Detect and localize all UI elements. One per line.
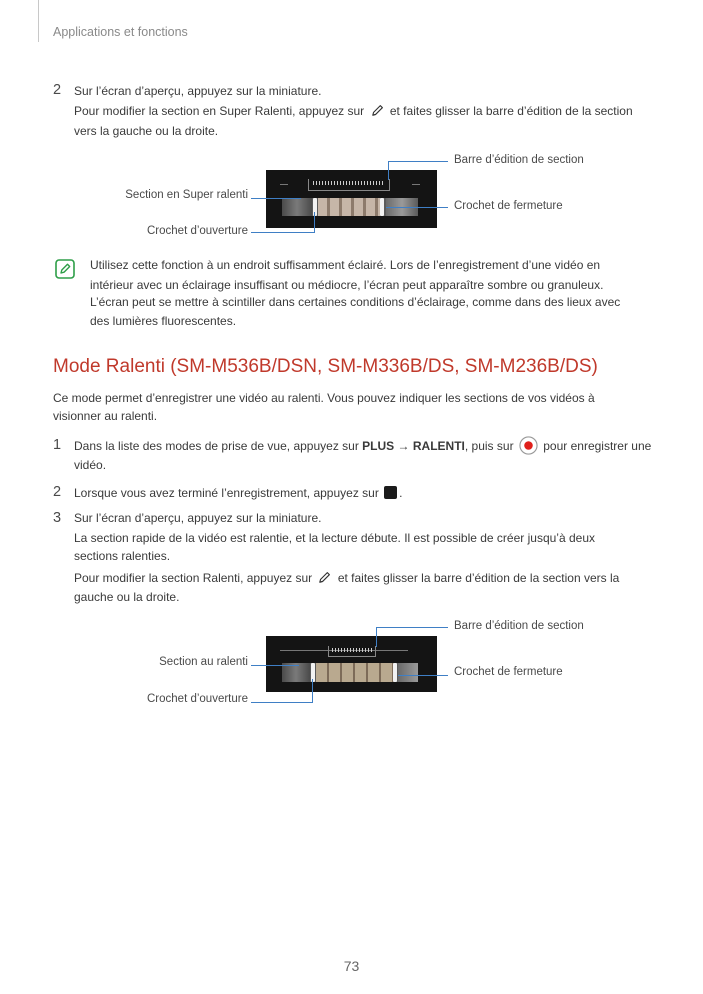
connector-line [388, 161, 448, 162]
step-text: vidéo. [74, 458, 107, 472]
connector-line [376, 627, 377, 647]
callout-closing-bracket: Crochet de fermeture [454, 200, 563, 212]
page-number: 73 [343, 958, 360, 974]
edit-pencil-icon [370, 103, 385, 118]
intro-text: visionner au ralenti. [53, 409, 158, 423]
callout-closing-bracket: Crochet de fermeture [454, 666, 563, 678]
callout-section: Section au ralenti [159, 656, 248, 668]
stop-icon [384, 486, 397, 499]
note-text: L’écran peut se mettre à scintiller dans certaines conditions d’éclairage, comme dans des lieux avec [90, 295, 621, 309]
step-text: La section rapide de la vidéo est ralentie, et la lecture débute. Il est possible de créer jusqu’à deux [74, 531, 595, 545]
step-text: Pour modifier la section Ralenti, appuyez sur et faites glisser la barre d’édition de la section vers la [74, 571, 620, 585]
callout-opening-bracket: Crochet d’ouverture [147, 693, 248, 705]
step-text: vers la gauche ou la droite. [74, 124, 219, 138]
thumbnail-track [282, 663, 418, 682]
section-edit-bar[interactable] [328, 646, 376, 657]
edit-pencil-icon [317, 570, 332, 585]
connector-line [398, 675, 448, 676]
step-text: Lorsque vous avez terminé l’enregistrement, appuyez sur . [74, 486, 403, 500]
step-text: Pour modifier la section en Super Ralenti, appuyez sur et faites glisser la barre d’édition de la section [74, 104, 633, 118]
connector-line [314, 212, 315, 233]
connector-line [251, 232, 315, 233]
slow-motion-section [318, 198, 380, 216]
callout-edit-bar: Barre d’édition de section [454, 620, 584, 632]
note-text: Utilisez cette fonction à un endroit suffisamment éclairé. Lors de l’enregistrement d’une vidéo en [90, 258, 601, 272]
connector-line [312, 679, 313, 703]
connector-line [251, 665, 299, 666]
step-number: 3 [53, 510, 62, 526]
ralenti-label: RALENTI [412, 439, 465, 453]
closing-bracket-handle[interactable] [380, 198, 384, 216]
timeline-tick [280, 184, 288, 185]
connector-line [386, 207, 448, 208]
slow-motion-section [316, 663, 394, 682]
connector-line [388, 161, 389, 180]
step-text: sections ralenties. [74, 549, 171, 563]
connector-line [376, 627, 448, 628]
connector-line [251, 198, 301, 199]
video-editor-strip [266, 170, 437, 228]
record-button-icon [519, 436, 538, 455]
closing-bracket-handle[interactable] [393, 663, 397, 682]
connector-line [251, 702, 313, 703]
section-title: Mode Ralenti (SM-M536B/DSN, SM-M336B/DS, SM-M236B/DS) [53, 356, 598, 377]
step-text: Sur l’écran d’aperçu, appuyez sur la miniature. [74, 511, 322, 525]
step-text: Sur l’écran d’aperçu, appuyez sur la miniature. [74, 84, 322, 98]
plus-label: PLUS [362, 439, 395, 453]
timeline-tick [412, 184, 420, 185]
header-divider [38, 0, 39, 42]
section-header: Applications et fonctions [53, 25, 188, 39]
note-text: intérieur avec un éclairage insuffisant ou médiocre, l’écran peut apparaître sombre ou granuleux. [90, 278, 604, 292]
step-number: 2 [53, 82, 62, 98]
note-pencil-icon [55, 259, 75, 279]
step-number: 1 [53, 437, 62, 453]
callout-section: Section en Super ralenti [125, 189, 248, 201]
intro-text: Ce mode permet d’enregistrer une vidéo au ralenti. Vous pouvez indiquer les sections de vos vidéos à [53, 391, 595, 405]
video-editor-strip [266, 636, 437, 692]
section-edit-bar[interactable] [308, 179, 390, 191]
callout-opening-bracket: Crochet d’ouverture [147, 225, 248, 237]
step-text: gauche ou la droite. [74, 590, 180, 604]
callout-edit-bar: Barre d’édition de section [454, 154, 584, 166]
step-text: Dans la liste des modes de prise de vue, appuyez sur PLUS → RALENTI, puis sur pour enregistrer une [74, 436, 651, 456]
note-text: des lumières fluorescentes. [90, 314, 237, 328]
step-number: 2 [53, 484, 62, 500]
